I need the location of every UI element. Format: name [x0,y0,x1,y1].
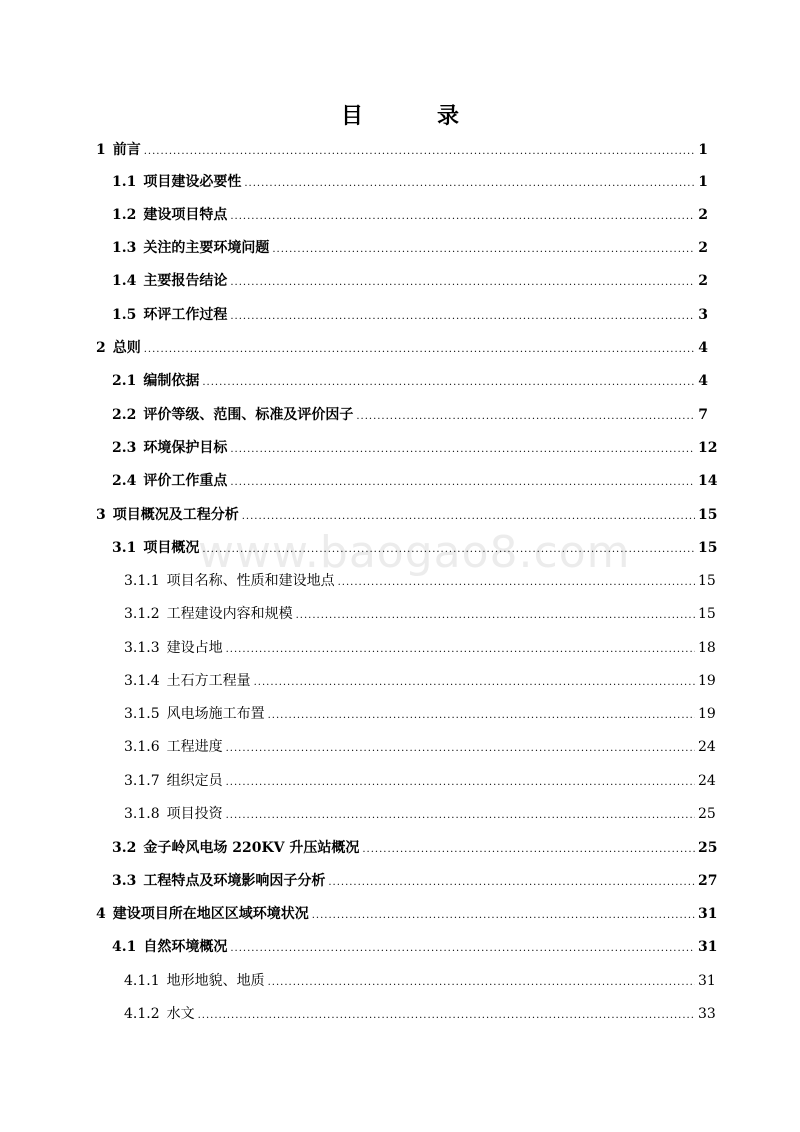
toc-dot-leader [356,407,695,427]
toc-entry[interactable] [112,205,708,225]
toc-entry-number: 3.2 [112,840,137,856]
toc-entry-title: 自然环境概况 [143,939,228,955]
toc-entry-page: 31 [698,939,718,955]
toc-entry-number: 1.5 [112,307,137,323]
toc-entry-page: 12 [698,440,718,456]
toc-entry-number: 3.1.5 [124,706,160,722]
toc-entry-title: 建设项目所在地区区域环境状况 [112,906,309,922]
toc-entry-number: 1.2 [112,207,137,223]
toc-entry-title: 项目建设必要性 [143,174,242,190]
toc-entry[interactable] [112,405,708,425]
toc-entry[interactable] [124,671,716,691]
toc-entry-page: 15 [698,573,716,589]
toc-entry[interactable] [112,305,708,325]
toc-entry[interactable] [96,140,708,160]
toc-entry-page: 18 [698,640,716,656]
toc-dot-leader [268,973,695,993]
toc-entry-page: 25 [698,840,718,856]
toc-entry[interactable] [112,271,708,291]
toc-dot-leader [198,1006,695,1026]
toc-entry-title: 评价等级、范围、标准及评价因子 [143,407,354,423]
toc-entry-title: 水文 [166,1006,195,1022]
toc-entry-number: 2.3 [112,440,137,456]
toc-entry-title: 环评工作过程 [143,307,228,323]
toc-entry[interactable] [124,771,716,791]
toc-entry-title: 评价工作重点 [143,473,228,489]
toc-entry-number: 3.1.8 [124,806,160,822]
toc-entry-title: 组织定员 [166,773,223,789]
toc-dot-leader [362,840,695,860]
toc-entry-number: 1.3 [112,240,137,256]
toc-entry-page: 1 [698,142,708,158]
toc-entry-page: 24 [698,773,716,789]
toc-entry-title: 工程特点及环境影响因子分析 [143,873,326,889]
toc-entry-number: 3.1.3 [124,640,160,656]
toc-entry-title: 风电场施工布置 [166,706,265,722]
toc-entry-number: 3.1.2 [124,606,160,622]
toc-entry-title: 主要报告结论 [143,273,228,289]
toc-entry-page: 4 [698,373,708,389]
toc-dot-leader [230,440,695,460]
toc-entry-title: 金子岭风电场 220KV 升压站概况 [143,840,360,856]
toc-entry-page: 15 [698,507,718,523]
toc-entry-title: 地形地貌、地质 [166,973,265,989]
toc-entry-title: 项目概况及工程分析 [112,507,239,523]
toc-entry-page: 33 [698,1006,716,1022]
toc-entry-page: 31 [698,973,716,989]
toc-entry-page: 19 [698,673,716,689]
toc-entry-number: 3.3 [112,873,137,889]
toc-entry[interactable] [124,804,716,824]
toc-entry-title: 工程进度 [166,739,223,755]
toc-dot-leader [230,473,695,493]
toc-entry[interactable] [112,438,718,458]
toc-entry-title: 项目名称、性质和建设地点 [166,573,335,589]
toc-dot-leader [242,507,695,527]
toc-entry-page: 1 [698,174,708,190]
toc-entry-number: 1 [96,142,106,158]
toc-dot-leader [144,340,695,360]
toc-dot-leader [230,273,695,293]
page-title: 目 录 [340,103,485,129]
toc-entry-title: 总则 [112,340,141,356]
toc-entry[interactable] [124,704,716,724]
toc-entry-title: 项目概况 [143,540,200,556]
toc-entry-page: 2 [698,207,708,223]
toc-dot-leader [226,640,695,660]
toc-entry-number: 3.1 [112,540,137,556]
toc-entry-number: 4.1 [112,939,137,955]
toc-entry-page: 24 [698,739,716,755]
toc-entry[interactable] [124,571,716,591]
toc-entry[interactable] [112,937,718,957]
toc-dot-leader [272,240,695,260]
toc-dot-leader [244,174,695,194]
toc-entry[interactable] [124,737,716,757]
toc-entry-page: 31 [698,906,718,922]
toc-entry-number: 3.1.6 [124,739,160,755]
toc-entry-number: 2.1 [112,373,137,389]
toc-dot-leader [328,873,695,893]
toc-entry-number: 2 [96,340,106,356]
toc-entry-page: 3 [698,307,708,323]
toc-entry[interactable] [96,904,718,924]
toc-entry-page: 15 [698,540,718,556]
toc-entry[interactable] [124,638,716,658]
toc-entry-number: 4.1.2 [124,1006,160,1022]
toc-entry[interactable] [124,1004,716,1024]
toc-entry-number: 4.1.1 [124,973,160,989]
toc-entry[interactable] [112,238,708,258]
toc-entry-page: 7 [698,407,708,423]
toc-entry-number: 1.1 [112,174,137,190]
toc-dot-leader [268,706,695,726]
toc-entry-title: 编制依据 [143,373,200,389]
toc-entry[interactable] [112,871,718,891]
toc-dot-leader [312,906,695,926]
toc-entry-title: 土石方工程量 [166,673,251,689]
toc-dot-leader [226,806,695,826]
toc-entry-title: 前言 [112,142,141,158]
toc-entry-number: 4 [96,906,106,922]
toc-dot-leader [226,739,695,759]
toc-dot-leader [338,573,695,593]
toc-entry[interactable] [112,538,718,558]
toc-entry-number: 1.4 [112,273,137,289]
toc-entry[interactable] [124,971,716,991]
toc-dot-leader [202,540,695,560]
toc-entry-title: 关注的主要环境问题 [143,240,270,256]
toc-entry[interactable] [96,338,708,358]
toc-entry-title: 工程建设内容和规模 [166,606,293,622]
toc-entry-page: 2 [698,273,708,289]
toc-entry-title: 项目投资 [166,806,223,822]
toc-entry[interactable] [96,505,718,525]
toc-entry-number: 3 [96,507,106,523]
toc-entry-page: 27 [698,873,718,889]
toc-entry-title: 建设占地 [166,640,223,656]
toc-dot-leader [230,307,695,327]
toc-entry-number: 3.1.7 [124,773,160,789]
toc-entry-page: 2 [698,240,708,256]
toc-entry-number: 2.4 [112,473,137,489]
toc-entry-number: 3.1.4 [124,673,160,689]
toc-entry-page: 4 [698,340,708,356]
toc-entry-number: 3.1.1 [124,573,160,589]
toc-entry-title: 建设项目特点 [143,207,228,223]
toc-dot-leader [254,673,695,693]
toc-dot-leader [230,939,695,959]
toc-dot-leader [202,373,695,393]
toc-entry-page: 15 [698,606,716,622]
toc-entry[interactable] [124,604,716,624]
toc-dot-leader [144,142,695,162]
toc-entry-page: 14 [698,473,718,489]
toc-dot-leader [296,606,695,626]
toc-entry-page: 19 [698,706,716,722]
toc-entry-title: 环境保护目标 [143,440,228,456]
toc-entry[interactable] [112,838,718,858]
watermark: www.baogao8.com [198,527,631,578]
toc-dot-leader [230,207,695,227]
toc-dot-leader [226,773,695,793]
toc-entry[interactable] [112,172,708,192]
toc-entry-number: 2.2 [112,407,137,423]
toc-entry[interactable] [112,371,708,391]
toc-entry-page: 25 [698,806,716,822]
toc-entry[interactable] [112,471,718,491]
